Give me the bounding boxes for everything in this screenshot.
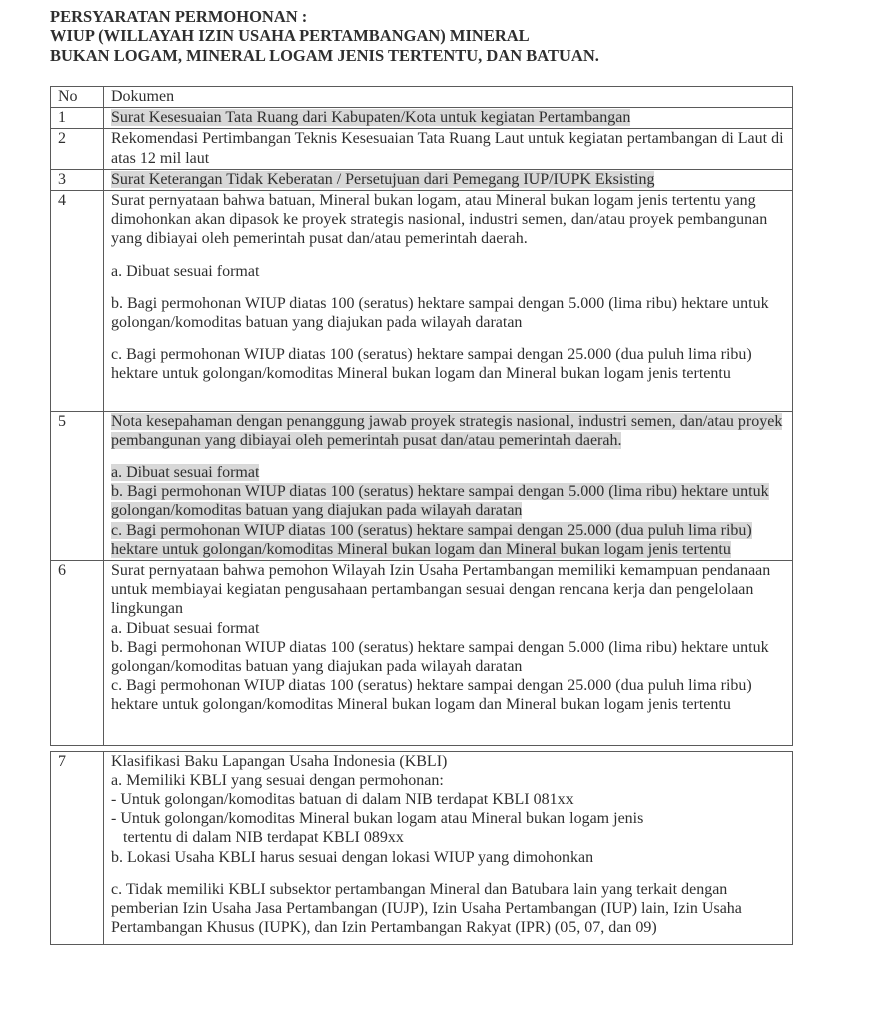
- paragraph-text: b. Lokasi Usaha KBLI harus sesuai dengan lokasi WIUP yang dimohonkan: [111, 848, 594, 866]
- document-paragraph: [111, 676, 788, 714]
- highlighted-text: b. Bagi permohonan WIUP diatas 100 (seratus) hektare sampai dengan 5.000 (lima ribu) hektare untuk golongan/komoditas batuan yang diajukan pada wilayah daratan: [111, 483, 769, 520]
- document-paragraph: [111, 561, 788, 619]
- paragraph-text: Klasifikasi Baku Lapangan Usaha Indonesia (KBLI): [111, 752, 448, 770]
- document-paragraph: [111, 619, 788, 638]
- table-header-row: [51, 86, 793, 107]
- table-row: [51, 108, 793, 129]
- document-paragraph: [111, 108, 788, 127]
- row-number: 1: [51, 108, 104, 129]
- document-cell: [104, 411, 793, 560]
- document-paragraph: [111, 752, 788, 771]
- table-row: [51, 169, 793, 190]
- document-paragraph: [111, 294, 788, 332]
- row-number: 5: [51, 411, 104, 560]
- title-line-1: PERSYARATAN PERMOHONAN :: [50, 7, 308, 26]
- document-paragraph: [111, 463, 788, 482]
- paragraph-text: - Untuk golongan/komoditas Mineral bukan logam atau Mineral bukan logam jenis: [111, 810, 644, 828]
- paragraph-text: Surat pernyataan bahwa pemohon Wilayah Izin Usaha Pertambangan memiliki kemampuan pendanaan untuk membiayai kegiatan pengusahaan pertambangan sesuai dengan rencana kerja dan pengelolaan lingkungan: [111, 561, 771, 618]
- paragraph-text: b. Bagi permohonan WIUP diatas 100 (seratus) hektare sampai dengan 5.000 (lima ribu) hektare untuk golongan/komoditas batuan yang diajukan pada wilayah daratan: [111, 638, 769, 675]
- document-paragraph: [111, 771, 788, 790]
- document-cell: [104, 108, 793, 129]
- highlighted-text: Surat Keterangan Tidak Keberatan / Persetujuan dari Pemegang IUP/IUPK Eksisting: [111, 170, 655, 188]
- title-line-2: WIUP (WILLAYAH IZIN USAHA PERTAMBANGAN) MINERAL: [50, 26, 530, 46]
- table-row: [51, 129, 793, 169]
- document-paragraph: [111, 880, 788, 938]
- table-header: [51, 86, 793, 107]
- table-row: [51, 190, 793, 411]
- row-number: 2: [51, 129, 104, 169]
- requirements-table-continued-body: [51, 751, 793, 945]
- paragraph-text: Surat pernyataan bahwa batuan, Mineral bukan logam, atau Mineral bukan logam jenis tertentu yang dimohonkan akan dipasok ke proyek strategis nasional, industri semen, dan/atau proyek pembangunan yang dibiayai oleh pemerintah pusat dan/atau pemerintah daerah.: [111, 191, 768, 248]
- document-paragraph: [111, 345, 788, 383]
- paragraph-text: tertentu di dalam NIB terdapat KBLI 089xx: [123, 829, 404, 847]
- paragraph-text: c. Bagi permohonan WIUP diatas 100 (seratus) hektare sampai dengan 25.000 (dua puluh lima ribu) hektare untuk golongan/komoditas Mineral bukan logam dan Mineral bukan logam jenis tertentu: [111, 346, 752, 383]
- document-paragraph: [111, 790, 788, 809]
- highlighted-text: Surat Kesesuaian Tata Ruang dari Kabupaten/Kota untuk kegiatan Pertambangan: [111, 109, 631, 127]
- requirements-table-body: [51, 108, 793, 745]
- paragraph-text: Rekomendasi Pertimbangan Teknis Kesesuaian Tata Ruang Laut untuk kegiatan pertambangan di Laut di atas 12 mil laut: [111, 130, 784, 167]
- document-cell: [104, 751, 793, 945]
- document-paragraph: [111, 191, 788, 249]
- row-number: 6: [51, 560, 104, 745]
- document-paragraph: [111, 482, 788, 520]
- table-row: [51, 751, 793, 945]
- document-cell: [104, 190, 793, 411]
- document-paragraph: [111, 848, 788, 867]
- document-title: [50, 7, 879, 65]
- document-cell: [104, 129, 793, 169]
- paragraph-text: a. Memiliki KBLI yang sesuai dengan permohonan:: [111, 771, 444, 789]
- requirements-table: [50, 86, 793, 746]
- paragraph-text: c. Bagi permohonan WIUP diatas 100 (seratus) hektare sampai dengan 25.000 (dua puluh lima ribu) hektare untuk golongan/komoditas Mineral bukan logam dan Mineral bukan logam jenis tertentu: [111, 677, 752, 714]
- row-number: 7: [51, 751, 104, 945]
- highlighted-text: Nota kesepahaman dengan penanggung jawab proyek strategis nasional, industri semen, dan/atau proyek pembangunan yang dibiayai oleh pemerintah pusat dan/atau pemerintah daerah.: [111, 412, 783, 449]
- paragraph-text: b. Bagi permohonan WIUP diatas 100 (seratus) hektare sampai dengan 5.000 (lima ribu) hektare untuk golongan/komoditas batuan yang diajukan pada wilayah daratan: [111, 294, 769, 331]
- requirements-table-continued: [50, 751, 793, 946]
- title-line-3: BUKAN LOGAM, MINERAL LOGAM JENIS TERTENTU, DAN BATUAN.: [50, 45, 599, 65]
- row-number: 3: [51, 169, 104, 190]
- table-row: [51, 560, 793, 745]
- document-paragraph: [111, 170, 788, 189]
- column-header-no: No: [51, 86, 104, 107]
- document-paragraph: [111, 828, 788, 847]
- document-paragraph: [111, 262, 788, 281]
- table-row: [51, 411, 793, 560]
- document-cell: [104, 169, 793, 190]
- highlighted-text: c. Bagi permohonan WIUP diatas 100 (seratus) hektare sampai dengan 25.000 (dua puluh lima ribu) hektare untuk golongan/komoditas Mineral bukan logam dan Mineral bukan logam jenis tertentu: [111, 521, 752, 558]
- paragraph-text: c. Tidak memiliki KBLI subsektor pertambangan Mineral dan Batubara lain yang terkait dengan pemberian Izin Usaha Jasa Pertambangan (IUJP), Izin Usaha Pertambangan (IUP) lain, Izin Usaha Pertambangan Khusus (IUPK), dan Izin Pertambangan Rakyat (IPR) (05, 07, dan 09): [111, 880, 742, 937]
- document-paragraph: [111, 521, 788, 559]
- highlighted-text: a. Dibuat sesuai format: [111, 463, 260, 481]
- document-paragraph: [111, 638, 788, 676]
- row-number: 4: [51, 190, 104, 411]
- paragraph-text: a. Dibuat sesuai format: [111, 262, 260, 280]
- paragraph-text: a. Dibuat sesuai format: [111, 619, 260, 637]
- document-cell: [104, 560, 793, 745]
- document-paragraph: [111, 809, 788, 828]
- column-header-dokumen: Dokumen: [104, 86, 793, 107]
- document-paragraph: [111, 412, 788, 450]
- document-paragraph: [111, 129, 788, 167]
- paragraph-text: - Untuk golongan/komoditas batuan di dalam NIB terdapat KBLI 081xx: [111, 790, 574, 808]
